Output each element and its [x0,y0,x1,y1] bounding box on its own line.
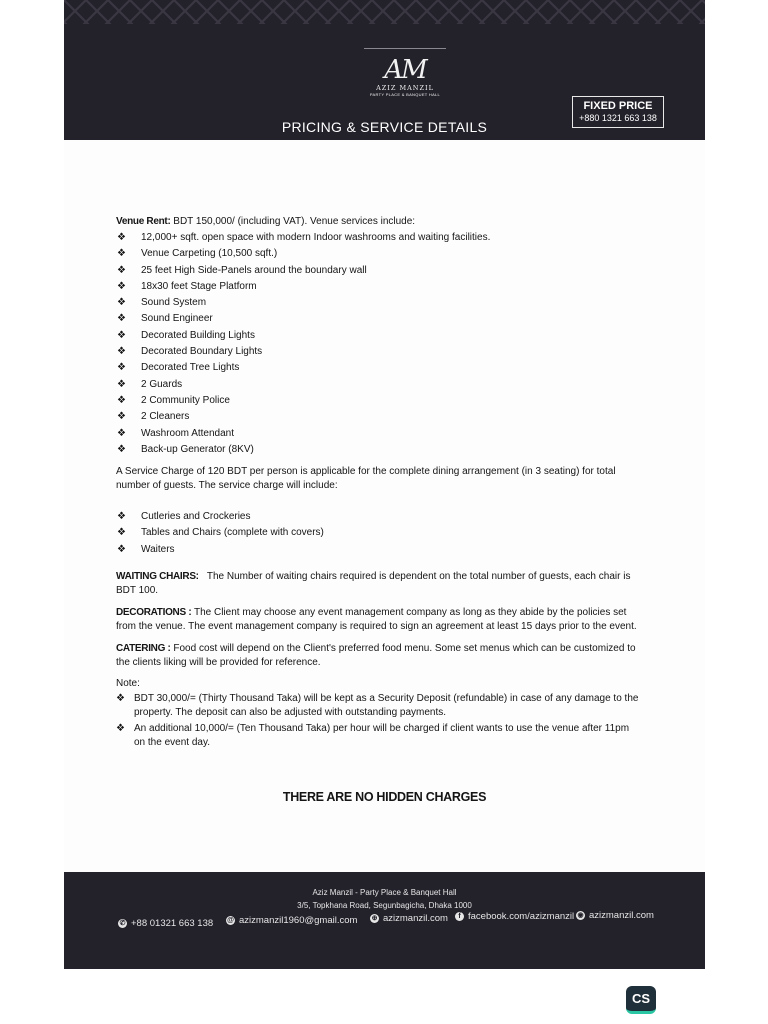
venue-rent-label: Venue Rent: [116,216,171,227]
decorations-paragraph [116,606,640,633]
list-item: ❖ Venue Carpeting (10,500 sqft.) [116,246,640,262]
bullet-icon: ❖ [116,723,125,735]
list-item: ❖ 12,000+ sqft. open space with modern Indoor washrooms and waiting facilities. [116,230,640,246]
list-item: ❖ Back-up Generator (8KV) [116,442,640,458]
logo-name: AZIZ MANZIL [376,84,434,92]
bullet-icon: ❖ [117,264,126,276]
waiting-chairs-paragraph [116,570,640,597]
list-item: ❖ Decorated Boundary Lights [116,344,640,360]
email-icon: @ [227,917,234,924]
bullet-icon: ❖ [117,346,126,358]
bullet-icon: ❖ [117,394,126,406]
list-item: ❖ Cutleries and Crockeries [116,509,640,525]
note-label: Note: [116,678,140,690]
bullet-icon: ❖ [117,248,126,260]
bullet-icon: ❖ [117,411,126,423]
globe-icon: ⊕ [371,915,378,922]
list-item: ❖ Decorated Building Lights [116,328,640,344]
footer-business-name: Aziz Manzil - Party Place & Banquet Hall [312,888,457,897]
bullet-icon: ❖ [117,443,126,455]
footer-instagram[interactable]: ◉ azizmanzil.com [577,910,654,921]
venue-rent-line [116,214,640,230]
logo-monogram: AM [384,55,426,85]
catering-label: CATERING : [116,643,171,655]
footer-phone: ✆ +88 01321 663 138 [119,918,214,929]
footer-facebook[interactable]: f facebook.com/azizmanzil [455,911,574,922]
footer-website[interactable]: ⊕ azizmanzil.com [371,913,448,924]
instagram-icon: ◉ [577,912,584,919]
bullet-icon: ❖ [117,329,126,341]
decorations-text: The Client may choose any event management company as long as they abide by the policies set from the venue. The event management company is required to sign an agreement at least 15 days prior to the event. [116,607,637,632]
list-item: ❖ Washroom Attendant [116,426,640,442]
list-item: ❖ 2 Cleaners [116,409,640,425]
logo-tagline: PARTY PLACE & BANQUET HALL [369,92,441,97]
bullet-icon: ❖ [117,297,126,309]
list-item: ❖ Sound System [116,295,640,311]
fixed-price-label: FIXED PRICE [583,100,653,112]
footer-email[interactable]: @ azizmanzil1960@gmail.com [227,915,358,926]
logo [364,56,446,108]
bullet-icon: ❖ [117,511,126,523]
scanner-app-badge: CS [626,986,656,1014]
fixed-price-phone: +880 1321 663 138 [579,113,657,123]
list-item: ❖ An additional 10,000/= (Ten Thousand Taka) per hour will be charged if client wants to use the venue after 11pm on the event day. [116,723,630,748]
pricing-content [116,214,640,749]
divider [364,48,446,49]
list-item: ❖ 2 Guards [116,377,640,393]
list-item: ❖ 18x30 feet Stage Platform [116,279,640,295]
bullet-icon: ❖ [116,693,125,705]
footer-contacts [64,912,705,932]
catering-paragraph [116,642,640,669]
list-item: ❖ Waiters [116,542,640,558]
venue-rent-text: BDT 150,000/ (including VAT). Venue services include: [173,216,416,227]
note-list [116,692,640,749]
service-charge-list [116,509,640,558]
bullet-icon: ❖ [117,527,126,539]
page-header [64,0,705,140]
waiting-chairs-text: The Number of waiting chairs required is dependent on the total number of guests, each chair is BDT 100. [116,571,631,596]
bullet-icon: ❖ [117,362,126,374]
decorative-pattern [64,0,705,24]
fixed-price-badge [572,96,664,128]
list-item: ❖ 25 feet High Side-Panels around the boundary wall [116,263,640,279]
page-footer [64,872,705,969]
service-charge-text: A Service Charge of 120 BDT per person is applicable for the complete dining arrangement (in 3 seating) for total number of guests. The service charge will include: [116,466,616,491]
no-hidden-charges-heading: THERE ARE NO HIDDEN CHARGES [282,790,487,804]
bullet-icon: ❖ [117,313,126,325]
bullet-icon: ❖ [117,378,126,390]
list-item: ❖ Tables and Chairs (complete with covers) [116,525,640,541]
bullet-icon: ❖ [117,232,126,243]
page-title: PRICING & SERVICE DETAILS [281,119,488,135]
footer-address: 3/5, Topkhana Road, Segunbagicha, Dhaka 1000 [297,901,472,910]
bullet-icon: ❖ [117,427,126,439]
list-item: ❖ Decorated Tree Lights [116,360,640,376]
list-item: ❖ Sound Engineer [116,311,640,327]
venue-services-list [116,230,640,458]
waiting-chairs-label: WAITING CHAIRS: [116,571,199,583]
decorations-label: DECORATIONS : [116,607,192,619]
catering-text: Food cost will depend on the Client's preferred food menu. Some set menus which can be customized to the clients liking will be provided for reference. [116,643,636,668]
bullet-icon: ❖ [117,280,126,292]
list-item: ❖ 2 Community Police [116,393,640,409]
facebook-icon: f [455,912,464,921]
list-item: ❖ BDT 30,000/= (Thirty Thousand Taka) will be kept as a Security Deposit (refundable) in case of any damage to the property. The deposit can also be adjusted with outstanding payments. [116,693,639,718]
phone-icon: ✆ [119,920,126,927]
bullet-icon: ❖ [117,543,126,555]
